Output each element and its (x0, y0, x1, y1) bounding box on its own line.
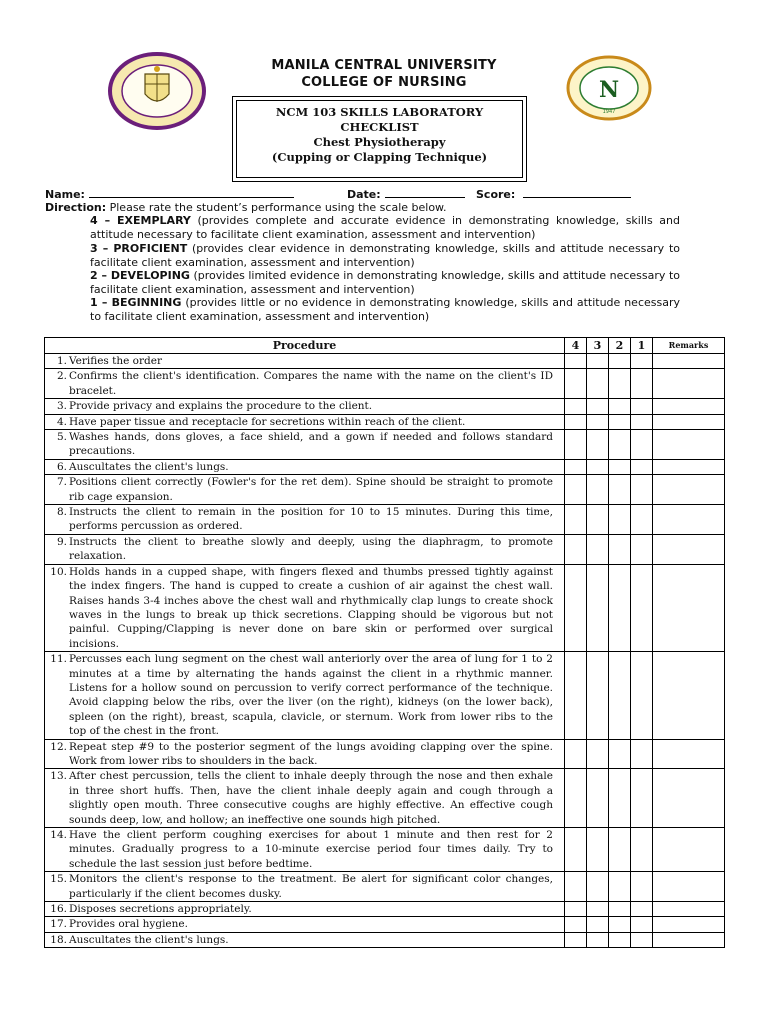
step-text: Disposes secretions appropriately. (69, 903, 252, 916)
table-row (45, 652, 725, 739)
scale-item-4 (90, 214, 680, 241)
procedure-cell (45, 399, 565, 414)
procedure-cell (45, 739, 565, 769)
table-row (45, 534, 725, 564)
score-3-cell[interactable] (587, 769, 609, 828)
table-row (45, 769, 725, 828)
title-line-1: NCM 103 SKILLS LABORATORY (275, 105, 484, 119)
table-row (45, 917, 725, 932)
score-2-cell[interactable] (609, 369, 631, 399)
score-3-cell[interactable] (587, 534, 609, 564)
score-3-cell[interactable] (587, 917, 609, 932)
step-number: 1. (56, 355, 67, 367)
score-2-cell[interactable] (609, 534, 631, 564)
score-2-cell[interactable] (609, 399, 631, 414)
score-2-cell[interactable] (609, 902, 631, 917)
remarks-cell[interactable] (653, 430, 725, 460)
step-number: 7. (56, 476, 67, 489)
score-4-cell[interactable] (565, 505, 587, 535)
title-line-3: Chest Physiotherapy (313, 135, 446, 149)
procedure-cell (45, 414, 565, 429)
step-text: Auscultates the client's lungs. (69, 933, 229, 946)
score-3-cell[interactable] (587, 872, 609, 902)
remarks-cell[interactable] (653, 459, 725, 474)
procedure-cell (45, 354, 565, 369)
direction-label: Direction: (45, 201, 107, 214)
score-2-header: 2 (609, 338, 631, 354)
remarks-header: Remarks (653, 338, 725, 354)
score-4-cell[interactable] (565, 354, 587, 369)
score-1-cell[interactable] (631, 475, 653, 505)
checklist-rows (45, 354, 725, 948)
score-3-cell[interactable] (587, 369, 609, 399)
step-text: Have the client perform coughing exercises for about 1 minute and then rest for 2 minutes. Gradually progress to a 10-minute exercise period four times daily. Try to schedule the last session just before bedtime. (69, 829, 553, 870)
score-3-cell[interactable] (587, 475, 609, 505)
table-row (45, 369, 725, 399)
table-row (45, 430, 725, 460)
score-4-cell[interactable] (565, 534, 587, 564)
score-4-cell[interactable] (565, 399, 587, 414)
score-2-cell[interactable] (609, 459, 631, 474)
score-4-cell[interactable] (565, 739, 587, 769)
score-1-cell[interactable] (631, 872, 653, 902)
score-3-cell[interactable] (587, 399, 609, 414)
date-field[interactable] (385, 187, 465, 198)
table-row (45, 459, 725, 474)
score-4-cell[interactable] (565, 475, 587, 505)
name-label: Name: (45, 188, 85, 201)
score-1-cell[interactable] (631, 414, 653, 429)
remarks-cell[interactable] (653, 932, 725, 947)
title-line-4: (Cupping or Clapping Technique) (271, 150, 488, 164)
step-text: Instructs the client to breathe slowly and deeply, using the diaphragm, to promote relaxation. (69, 535, 553, 563)
table-row (45, 505, 725, 535)
table-header-row (45, 338, 725, 354)
score-2-cell[interactable] (609, 932, 631, 947)
score-1-cell[interactable] (631, 652, 653, 739)
score-3-cell[interactable] (587, 932, 609, 947)
score-1-cell[interactable] (631, 534, 653, 564)
table-row (45, 828, 725, 872)
score-4-cell[interactable] (565, 902, 587, 917)
procedure-cell (45, 902, 565, 917)
score-4-cell[interactable] (565, 917, 587, 932)
remarks-cell[interactable] (653, 739, 725, 769)
remarks-cell[interactable] (653, 828, 725, 872)
checklist-title-box (232, 96, 527, 182)
step-text: Instructs the client to remain in the position for 10 to 15 minutes. During this time, performs percussion as ordered. (69, 506, 553, 533)
remarks-cell[interactable] (653, 902, 725, 917)
table-row (45, 872, 725, 902)
scale-item-2 (90, 269, 680, 296)
step-number: 12. (50, 740, 67, 753)
step-text: Verifies the order (69, 355, 162, 367)
procedure-cell (45, 505, 565, 535)
procedure-header: Procedure (45, 338, 565, 354)
step-text: Provides oral hygiene. (69, 918, 188, 931)
scale-level: 1 – BEGINNING (90, 296, 182, 309)
score-2-cell[interactable] (609, 828, 631, 872)
score-3-header: 3 (587, 338, 609, 354)
remarks-cell[interactable] (653, 369, 725, 399)
score-4-cell[interactable] (565, 652, 587, 739)
score-3-cell[interactable] (587, 414, 609, 429)
table-row (45, 399, 725, 414)
scale-level: 3 – PROFICIENT (90, 242, 188, 255)
score-1-cell[interactable] (631, 459, 653, 474)
step-text: Percusses each lung segment on the chest wall anteriorly over the area of lung for 1 to 2 minutes at a time by alternating the hands against the client in a rhythmic manner. Listens for a hollow sound on percussion to verify correct performance of the technique. Avoid clapping below the ribs, over the liver (on the right), kidneys (on the lower back), spleen (on the right), breast, scapula, clavicle, or sternum. Work from lower ribs to the top of the chest in the front. (69, 653, 553, 738)
title-line-2: CHECKLIST (340, 120, 419, 134)
score-4-cell[interactable] (565, 414, 587, 429)
score-4-cell[interactable] (565, 932, 587, 947)
step-number: 9. (56, 535, 67, 548)
step-number: 3. (56, 400, 67, 413)
name-field[interactable] (89, 187, 294, 198)
procedure-cell (45, 369, 565, 399)
procedure-cell (45, 459, 565, 474)
score-4-cell[interactable] (565, 564, 587, 651)
score-1-cell[interactable] (631, 399, 653, 414)
score-1-cell[interactable] (631, 739, 653, 769)
remarks-cell[interactable] (653, 414, 725, 429)
score-1-cell[interactable] (631, 354, 653, 369)
step-text: Have paper tissue and receptacle for secretions within reach of the client. (69, 415, 466, 428)
step-number: 4. (56, 415, 67, 428)
scale-desc: (provides little or no evidence in demonstrating knowledge, skills and attitude necessary to facilitate client examination, assessment and intervention) (90, 296, 680, 323)
seal-letter: N (598, 77, 620, 103)
step-number: 11. (50, 653, 67, 666)
table-row (45, 354, 725, 369)
procedure-cell (45, 534, 565, 564)
score-2-cell[interactable] (609, 414, 631, 429)
remarks-cell[interactable] (653, 505, 725, 535)
remarks-cell[interactable] (653, 354, 725, 369)
score-1-cell[interactable] (631, 769, 653, 828)
procedure-cell (45, 769, 565, 828)
score-2-cell[interactable] (609, 739, 631, 769)
score-1-cell[interactable] (631, 505, 653, 535)
procedure-cell (45, 564, 565, 651)
score-1-header: 1 (631, 338, 653, 354)
score-3-cell[interactable] (587, 652, 609, 739)
score-3-cell[interactable] (587, 505, 609, 535)
step-text: Confirms the client's identification. Compares the name with the name on the client's ID bracelet. (69, 370, 553, 397)
score-3-cell[interactable] (587, 564, 609, 651)
step-text: Provide privacy and explains the procedure to the client. (69, 400, 373, 413)
remarks-cell[interactable] (653, 564, 725, 651)
step-number: 6. (56, 460, 67, 473)
scale-desc: (provides limited evidence in demonstrating knowledge, skills and attitude necessary to facilitate client examination, assessment and intervention) (90, 269, 680, 296)
remarks-cell[interactable] (653, 399, 725, 414)
step-number: 18. (50, 933, 67, 946)
table-row (45, 564, 725, 651)
procedure-cell (45, 828, 565, 872)
score-2-cell[interactable] (609, 430, 631, 460)
score-3-cell[interactable] (587, 430, 609, 460)
remarks-cell[interactable] (653, 769, 725, 828)
score-4-cell[interactable] (565, 369, 587, 399)
score-label: Score: (476, 188, 516, 201)
table-row (45, 902, 725, 917)
score-3-cell[interactable] (587, 354, 609, 369)
score-2-cell[interactable] (609, 475, 631, 505)
university-name: MANILA CENTRAL UNIVERSITY (271, 58, 497, 73)
direction-body: Please rate the student’s performance using the scale below. (106, 201, 447, 214)
step-number: 14. (50, 829, 67, 841)
step-text: Washes hands, dons gloves, a face shield, and a gown if needed and follows standard precautions. (69, 431, 553, 458)
remarks-cell[interactable] (653, 872, 725, 902)
score-1-cell[interactable] (631, 902, 653, 917)
score-2-cell[interactable] (609, 652, 631, 739)
step-number: 8. (56, 506, 67, 519)
step-text: Monitors the client's response to the treatment. Be alert for significant color changes, particularly if the client becomes dusky. (69, 873, 553, 900)
score-3-cell[interactable] (587, 902, 609, 917)
procedure-cell (45, 430, 565, 460)
scale-level: 2 – DEVELOPING (90, 269, 190, 282)
step-text: Holds hands in a cupped shape, with fingers flexed and thumbs pressed tightly against the index fingers. The hand is cupped to create a cushion of air against the chest wall. Raises hands 3-4 inches above the chest wall and rhythmically clap lungs to create shock waves in the lungs to break up thick secretions. Clapping should be vigorous but not painful. Cupping/Clapping is never done on bare skin or performed over surgical incisions. (69, 565, 553, 650)
scale-item-1 (90, 296, 680, 323)
step-number: 17. (50, 918, 67, 931)
score-2-cell[interactable] (609, 354, 631, 369)
score-2-cell[interactable] (609, 872, 631, 902)
step-number: 2. (56, 370, 67, 383)
step-text: Auscultates the client's lungs. (69, 460, 229, 473)
score-1-cell[interactable] (631, 828, 653, 872)
score-3-cell[interactable] (587, 828, 609, 872)
table-row (45, 932, 725, 947)
score-1-cell[interactable] (631, 430, 653, 460)
step-number: 15. (50, 873, 67, 886)
score-4-header: 4 (565, 338, 587, 354)
procedure-cell (45, 652, 565, 739)
table-row (45, 414, 725, 429)
remarks-cell[interactable] (653, 652, 725, 739)
date-label: Date: (347, 188, 381, 201)
score-4-cell[interactable] (565, 459, 587, 474)
procedure-cell (45, 932, 565, 947)
score-4-cell[interactable] (565, 828, 587, 872)
table-row (45, 475, 725, 505)
scale-item-3 (90, 242, 680, 269)
score-4-cell[interactable] (565, 430, 587, 460)
score-1-cell[interactable] (631, 369, 653, 399)
procedure-cell (45, 917, 565, 932)
score-2-cell[interactable] (609, 505, 631, 535)
scale-desc: (provides complete and accurate evidence in demonstrating knowledge, skills and attitude necessary to facilitate client examination, assessment and intervention) (90, 214, 680, 241)
step-text: Repeat step #9 to the posterior segment of the lungs avoiding clapping over the spine. Work from lower ribs to shoulders in the back. (69, 740, 553, 767)
score-1-cell[interactable] (631, 932, 653, 947)
remarks-cell[interactable] (653, 534, 725, 564)
score-3-cell[interactable] (587, 739, 609, 769)
step-text: Positions client correctly (Fowler's for the ret dem). Spine should be straight to promote rib cage expansion. (69, 476, 553, 503)
procedure-cell (45, 475, 565, 505)
table-row (45, 739, 725, 769)
scale-desc: (provides clear evidence in demonstrating knowledge, skills and attitude necessary to facilitate client examination, assessment and intervention) (90, 242, 680, 269)
step-text: After chest percussion, tells the client to inhale deeply through the nose and then exhale in three short huffs. Then, have the client inhale deeply again and cough through a slightly open mouth. Three consecutive coughs are highly effective. An effective cough sounds deep, low, and hollow; an ineffective one sounds high pitched. (69, 770, 553, 826)
score-2-cell[interactable] (609, 564, 631, 651)
scale-level: 4 – EXEMPLARY (90, 214, 191, 227)
step-number: 16. (50, 903, 67, 916)
score-1-cell[interactable] (631, 564, 653, 651)
step-number: 10. (50, 565, 67, 578)
seal-year: 1947 (602, 109, 616, 115)
direction-text (45, 201, 447, 214)
step-number: 5. (56, 431, 67, 444)
score-4-cell[interactable] (565, 769, 587, 828)
score-3-cell[interactable] (587, 459, 609, 474)
score-field[interactable] (523, 187, 631, 198)
score-2-cell[interactable] (609, 917, 631, 932)
score-4-cell[interactable] (565, 872, 587, 902)
remarks-cell[interactable] (653, 917, 725, 932)
college-name: COLLEGE OF NURSING (301, 75, 467, 90)
remarks-cell[interactable] (653, 475, 725, 505)
step-number: 13. (50, 770, 67, 783)
score-1-cell[interactable] (631, 917, 653, 932)
skills-checklist-table (44, 337, 725, 948)
score-2-cell[interactable] (609, 769, 631, 828)
procedure-cell (45, 872, 565, 902)
